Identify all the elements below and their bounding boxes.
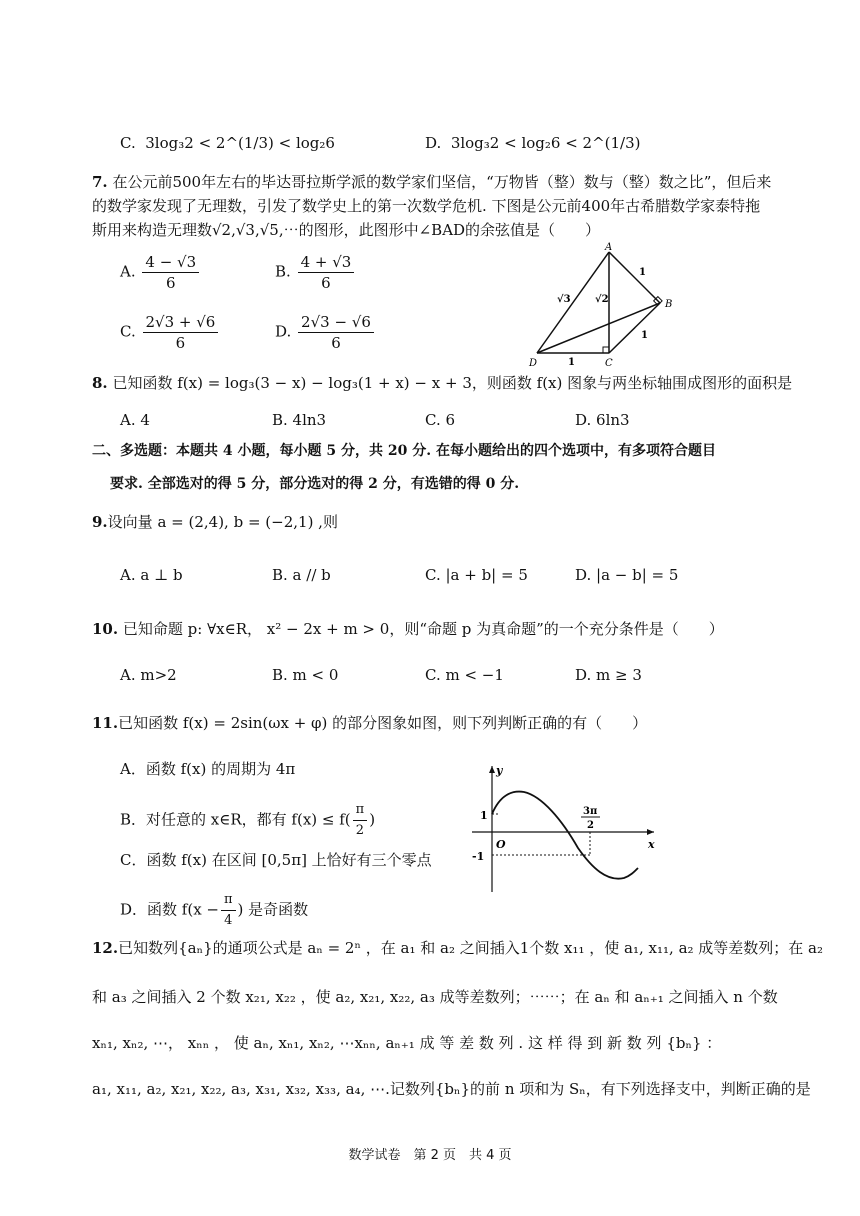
- edge-ab: [609, 252, 660, 303]
- q12-line-2: 和 a₃ 之间插入 2 个数 x₂₁, x₂₂ ，使 a₂, x₂₁, x₂₂, a₃ 成等差数列；⋯⋯；在 aₙ 和 aₙ₊₁ 之间插入 n 个数: [92, 988, 778, 1006]
- q7-line-1: 7. 在公元前500年左右的毕达哥拉斯学派的数学家们坚信，“万物皆（整）数与（整）数之比”，但后来: [92, 173, 772, 191]
- q10-option-b: B. m < 0: [272, 666, 339, 684]
- x-axis-arrow: [647, 829, 654, 835]
- q10-option-a: A. m>2: [120, 666, 177, 684]
- q12-line-1: 12.已知数列{aₙ}的通项公式是 aₙ = 2ⁿ ，在 a₁ 和 a₂ 之间插入1个数 x₁₁ ，使 a₁, x₁₁, a₂ 成等差数列；在 a₂: [92, 939, 824, 957]
- label-ad: √3: [557, 294, 571, 305]
- label-ac: √2: [595, 294, 609, 305]
- x-tick-num: 3π: [583, 806, 598, 817]
- q9-option-a: A. a ⊥ b: [120, 566, 183, 584]
- q11-stem: 11.已知函数 f(x) = 2sin(ωx + φ) 的部分图象如图，则下列判断正确的有（ ）: [92, 714, 648, 732]
- q7-option-c: C. $\frac{2√3 + √6}{6}$: [120, 312, 220, 353]
- q6-option-c: C. 3log₃2 < 2^(1/3) < log₂6: [120, 134, 335, 152]
- q7-line-2: 的数学家发现了无理数，引发了数学史上的第一次数学危机. 下图是公元前400年古希腊数学家泰特拖: [92, 197, 761, 215]
- edge-bc: [609, 303, 660, 353]
- q11-graph: [462, 760, 662, 900]
- right-angle-c: [603, 347, 609, 353]
- q7-line-3: 斯用来构造无理数√2,√3,√5,⋯的图形，此图形中∠BAD的余弦值是（ ）: [92, 221, 601, 239]
- x-tick-den: 2: [587, 820, 594, 831]
- q11-option-d: D．函数 f(x − $\frac{\pi}{4}$ ) 是奇函数: [120, 892, 309, 928]
- y-tick-1: 1: [480, 809, 488, 822]
- q7-figure: [525, 240, 685, 370]
- q9-stem: 9.设向量 a = (2,4), b = (−2,1) ,则: [92, 513, 338, 531]
- x-axis-label: x: [648, 838, 655, 851]
- q11-option-c: C．函数 f(x) 在区间 [0,5π] 上恰好有三个零点: [120, 851, 432, 869]
- q7-option-a: A. $\frac{4 - √3}{6}$: [120, 252, 201, 293]
- section-2-heading-line-2: 要求. 全部选对的得 5 分，部分选对的得 2 分，有选错的得 0 分.: [110, 476, 520, 492]
- q9-option-b: B. a // b: [272, 566, 331, 584]
- q6-option-d: D. 3log₃2 < log₂6 < 2^(1/3): [425, 134, 641, 152]
- section-2-heading-line-1: 二、多选题：本题共 4 小题，每小题 5 分，共 20 分. 在每小题给出的四个选项中，有多项符合题目: [92, 443, 716, 459]
- q8-option-a: A. 4: [120, 411, 150, 429]
- q8-option-b: B. 4ln3: [272, 411, 327, 429]
- label-bc: 1: [641, 330, 648, 341]
- vertex-a: A: [605, 242, 613, 253]
- label-ab: 1: [639, 267, 646, 278]
- q8-stem: 8. 已知函数 f(x) = log₃(3 − x) − log₃(1 + x) − x + 3，则函数 f(x) 图象与两坐标轴围成图形的面积是: [92, 374, 793, 392]
- q9-option-d: D. |a − b| = 5: [575, 566, 679, 584]
- q11-option-a: A．函数 f(x) 的周期为 4π: [120, 760, 296, 778]
- vertex-c: C: [605, 358, 613, 369]
- vertex-d: D: [529, 358, 538, 369]
- vertex-b: B: [665, 299, 673, 310]
- origin-label: O: [496, 838, 506, 851]
- sine-curve: [492, 792, 638, 879]
- q12-line-4: a₁, x₁₁, a₂, x₂₁, x₂₂, a₃, x₃₁, x₃₂, x₃₃, a₄, ⋯.记数列{bₙ}的前 n 项和为 Sₙ，有下列选择支中，判断正确的是: [92, 1080, 811, 1098]
- q7-option-b: B. $\frac{4 + √3}{6}$: [275, 252, 356, 293]
- q11-option-b: B．对任意的 x∈R，都有 f(x) ≤ f( $\frac{\pi}{2}$ ): [120, 802, 376, 838]
- q8-option-d: D. 6ln3: [575, 411, 630, 429]
- y-axis-arrow: [489, 766, 495, 773]
- q10-stem: 10. 已知命题 p: ∀x∈R， x² − 2x + m > 0，则“命题 p 为真命题”的一个充分条件是（ ）: [92, 620, 724, 638]
- q9-option-c: C. |a + b| = 5: [425, 566, 528, 584]
- q10-option-d: D. m ≥ 3: [575, 666, 642, 684]
- y-axis-label: y: [496, 764, 503, 777]
- q12-line-3: xₙ₁, xₙ₂, ⋯， xₙₙ ， 使 aₙ, xₙ₁, xₙ₂, ⋯xₙₙ, aₙ₊₁ 成 等 差 数 列 . 这 样 得 到 新 数 列 {bₙ} ：: [92, 1034, 722, 1052]
- q10-option-c: C. m < −1: [425, 666, 504, 684]
- q7-option-d: D. $\frac{2√3 - √6}{6}$: [275, 312, 376, 353]
- q6-option-d-expr: 3log₃2 < log₂6 < 2^(1/3): [450, 134, 641, 152]
- q6-option-c-expr: 3log₃2 < 2^(1/3) < log₂6: [145, 134, 335, 152]
- y-tick-neg1: -1: [472, 850, 485, 863]
- page-footer: 数学试卷 第 2 页 共 4 页: [348, 1148, 512, 1163]
- q8-option-c: C. 6: [425, 411, 456, 429]
- label-dc: 1: [568, 357, 575, 368]
